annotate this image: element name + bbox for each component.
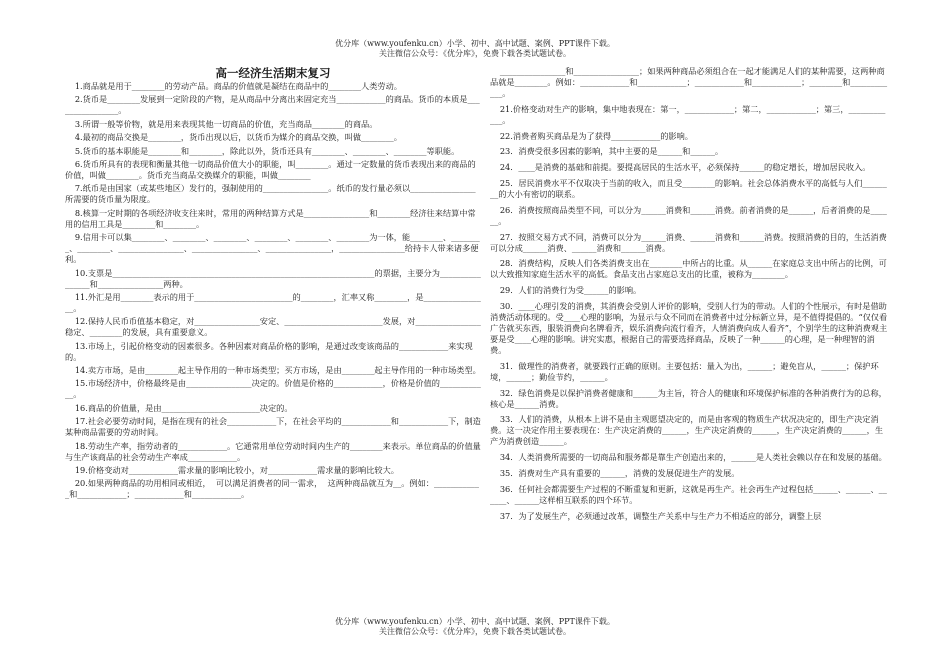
question-item: 6.货币所具有的表现和衡量其他一切商品价值大小的职能，叫________。通过一定数量的货币表现出来的商品的价值，叫做________。货币充当商品交换媒介的职能，叫做________ [65,158,476,180]
question-item: 26．消费按照商品类型不同，可以分为______消费和______消费。前者消费的是______，后者消费的是______。 [490,204,887,226]
question-item: ________________和________________；如果两种商品必须组合在一起才能满足人们的某种需要，这两种商品就是________。例如：____________和____________；____________和____________；________和____________。 [490,66,888,98]
question-item: 8.核算一定时期的各项经济收支往来时，常用的两种结算方式是________________和________经济往来结算中常用的信用工具是________和________。 [65,207,476,229]
page-header [0,39,950,59]
question-item: 37．为了发展生产，必须通过改革，调整生产关系中与生产力不相适应的部分，调整上层 [499,510,822,521]
question-item: 31．做理性的消费者，就要践行正确的原则。主要包括：量入为出，______；避免盲从，______；保护环境，______；勤俭节约，______。 [490,360,879,382]
question-item: 25．居民消费水平不仅取决于当前的收入，而且受________的影响。社会总体消费水平的高低与人们________的大小有密切的联系。 [490,177,887,199]
question-item: 19.价格变动对____________需求量的影响比较小，对____________需求量的影响比较大。 [74,465,399,476]
question-item: 18.劳动生产率，指劳动者的____________。它通常用单位劳动时间内生产的________来表示。单位商品的价值量与生产该商品的社会劳动生产率成____________。 [65,440,481,462]
question-item: 5.货币的基本职能是________和________，除此以外，货币还具有________、________、________等职能。 [74,145,460,156]
question-item: 29．人们的消费行为受______的影响。 [499,285,642,296]
question-item: 24．____是消费的基础和前提。要提高居民的生活水平，必须保持______的稳定增长，增加居民收入。 [499,162,871,173]
question-item: 1.商品就是用于________的劳动产品。商品的价值就是凝结在商品中的________人类劳动。 [74,81,402,91]
question-item: 36．任何社会都需要生产过程的不断重复和更新，这就是再生产。社会再生产过程包括______、______、______、______这样相互联系的四个环节。 [490,483,887,505]
question-item: 14.卖方市场，是由________起主导作用的一种市场类型；买方市场，是由________起主导作用的一种市场类型。 [74,365,481,376]
header-line-1: 优分库（www.youfenku.cn）小学、初中、高中试题、案例、PPT课件下载。 [335,39,615,48]
question-item: 16.商品的价值量，是由________________________决定的。 [74,402,293,413]
question-item: 3.所谓一般等价物，就是用来表现其他一切商品的价值，充当商品________的商品。 [74,118,378,129]
question-item: 11.外汇是用________表示的用于________________________的________，汇率又称________，是________________。 [65,291,481,313]
footer-line-1: 优分库（www.youfenku.cn）小学、初中、高中试题、案例、PPT课件下载。 [335,617,615,626]
question-item: 33．人们的消费，从根本上讲不是由主观愿望决定的，而是由客观的物质生产状况决定的，即生产决定消费。这一决定作用主要表现在：生产决定消费的______，生产决定消费的______，生产决定消费的______，生产为消费创造______。 [490,414,884,447]
question-item: 15.市场经济中，价格最终是由________________决定的。价值是价格的____________，价格是价值的____________。 [65,378,481,400]
left-column [65,66,481,503]
question-item: 23．消费受很多因素的影响，其中主要的是______和______。 [499,146,724,157]
question-item: 20.如果两种商品的功用相同或相近， 可以满足消费者的同一需求， 这两种商品就互为__。例如：____________和____________；____________和____________。 [65,478,479,500]
question-item: 28．消费结构，反映人们各类消费支出在________中所占的比重。从______在家庭总支出中所占的比例，可以大致推知家庭生活水平的高低。食品支出占家庭总支出的比重，被称为________。 [490,258,887,280]
question-item: 17.社会必要劳动时间，是指在现有的社会____________下，在社会平均的____________和____________下，制造某种商品需要的劳动时间。 [65,416,481,438]
question-item: 22.消费者购买商品是为了获得____________的影响。 [499,130,693,141]
question-item: 35．消费对生产具有重要的______，消费的发展促进生产的发展。 [499,467,740,478]
question-item: 34．人类消费所需要的一切商品和服务都是靠生产创造出来的，______是人类社会赖以存在和发展的基础。 [499,452,887,463]
page-footer [0,617,950,637]
question-item: 10.支票是________________________________________________________________的票据，主要分为________________和________________两种。 [65,267,481,289]
question-item: 13.市场上，引起价格变动的因素很多。各种因素对商品价格的影响，是通过改变该商品的____________来实现的。 [65,340,473,362]
question-item: 30．____心理引发的消费，其消费会受别人评价的影响，受别人行为的带动。人们的个性展示，有时是借助消费活动体现的。受____心理的影响，为显示与众不同而在消费者中过分标新立异，是不值得提倡的。“仅仅看广告就买东西，服装消费向名牌看齐，娱乐消费向流行看齐，人情消费向成人看齐”，个别学生的这种消费观主要是受____心理的影响。讲究实惠，根据自己的需要选择商品，反映了一种______的心理，是一种理智的消费。 [490,300,888,355]
question-item: 32．绿色消费是以保护消费者健康和______为主旨，符合人的健康和环境保护标准的各种消费行为的总称，核心是______消费。 [490,387,887,409]
question-item: 7.纸币是由国家（或某些地区）发行的，强制使用的________________。纸币的发行量必须以________________所需要的货币量为限度。 [65,183,476,205]
question-item: 12.保持人民币币值基本稳定，对________________安定、________________________发展，对________________稳定、________的发展，具有重要意义。 [65,316,481,338]
right-column [490,66,888,526]
question-item: 4.最初的商品交换是________，货币出现以后，以货币为媒介的商品交换，叫做________。 [74,132,402,143]
page-title: 高一经济生活期末复习 [215,66,331,80]
question-item: 9.信用卡可以集________、________、________、________、________、________为一体，能________、________、________、________________、________________、________________，________________给持卡人带来诸多便利。 [65,232,480,265]
question-item: 2.货币是________发展到一定阶段的产物，是从商品中分离出来固定充当____________的商品。货币的本质是________________。 [65,94,480,116]
footer-line-2: 关注微信公众号：《优分库》，免费下载各类试题试卷。 [379,627,571,636]
question-item: 21.价格变动对生产的影响，集中地表现在：第一，____________；第二，____________；第三，____________。 [490,103,886,125]
question-item: 27．按照交易方式不同，消费可以分为______消费、______消费和______消费。按照消费的目的，生活消费可以分成______消费、______消费和______消费。 [490,231,887,253]
header-line-2: 关注微信公众号：《优分库》，免费下载各类试题试卷。 [379,49,571,58]
